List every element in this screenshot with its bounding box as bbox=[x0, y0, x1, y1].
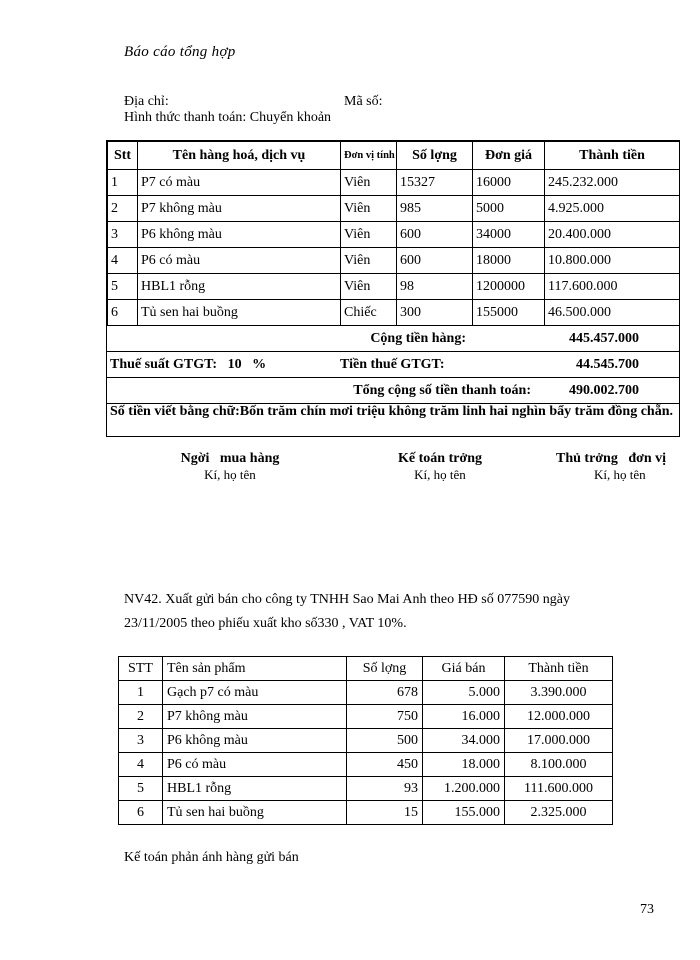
signature-note: Kí, họ tên bbox=[414, 467, 466, 482]
row-name: P6 không màu bbox=[163, 729, 347, 753]
signature-director bbox=[556, 451, 696, 483]
row-stt: 3 bbox=[108, 222, 138, 248]
subtotal-label: Cộng tiền hàng: bbox=[370, 330, 466, 346]
row-amount: 20.400.000 bbox=[545, 222, 680, 248]
signature-role: Thủ trởng đơn vị bbox=[556, 451, 667, 466]
signature-role: Kế toán trởng bbox=[398, 451, 482, 466]
row-stt: 6 bbox=[119, 801, 163, 825]
total-label: Tổng cộng số tiền thanh toán: bbox=[353, 382, 531, 398]
signature-chief-accountant bbox=[370, 451, 510, 483]
row-price: 1200000 bbox=[473, 274, 545, 300]
nv42-line1: NV42. Xuất gửi bán cho công ty TNHH Sao Mai Anh theo HĐ số 077590 ngày bbox=[124, 592, 570, 607]
product-row bbox=[119, 777, 613, 801]
row-amount: 4.925.000 bbox=[545, 196, 680, 222]
row-name: P6 có màu bbox=[138, 248, 341, 274]
col-qty: Số lợng bbox=[347, 657, 423, 681]
vat-rate: Thuế suất GTGT: 10 % bbox=[110, 356, 267, 372]
invoice-row bbox=[108, 274, 680, 300]
row-qty: 600 bbox=[397, 222, 473, 248]
product-row bbox=[119, 729, 613, 753]
row-qty: 15 bbox=[347, 801, 423, 825]
row-price: 1.200.000 bbox=[423, 777, 505, 801]
row-price: 5000 bbox=[473, 196, 545, 222]
row-amount: 8.100.000 bbox=[505, 753, 613, 777]
product-row bbox=[119, 681, 613, 705]
col-sale-price: Giá bán bbox=[423, 657, 505, 681]
col-name: Tên hàng hoá, dịch vụ bbox=[138, 142, 341, 170]
row-qty: 985 bbox=[397, 196, 473, 222]
row-price: 34.000 bbox=[423, 729, 505, 753]
tax-code-label: Mã số: bbox=[344, 94, 383, 109]
col-stt: STT bbox=[119, 657, 163, 681]
row-amount: 111.600.000 bbox=[505, 777, 613, 801]
row-qty: 300 bbox=[397, 300, 473, 326]
row-stt: 2 bbox=[108, 196, 138, 222]
row-stt: 6 bbox=[108, 300, 138, 326]
vat-amount-value: 44.545.700 bbox=[576, 356, 639, 372]
total-row bbox=[107, 378, 679, 404]
invoice-row bbox=[108, 196, 680, 222]
product-row bbox=[119, 753, 613, 777]
invoice-table bbox=[106, 140, 680, 437]
row-price: 16000 bbox=[473, 170, 545, 196]
row-stt: 1 bbox=[108, 170, 138, 196]
row-unit: Viên bbox=[341, 170, 397, 196]
footer-note: Kế toán phản ánh hàng gửi bán bbox=[124, 850, 299, 865]
page-number: 73 bbox=[640, 902, 654, 917]
vat-amount-label: Tiền thuế GTGT: bbox=[340, 356, 445, 372]
row-stt: 4 bbox=[119, 753, 163, 777]
address-label: Địa chỉ: bbox=[124, 94, 169, 109]
row-amount: 245.232.000 bbox=[545, 170, 680, 196]
row-price: 18.000 bbox=[423, 753, 505, 777]
invoice-row bbox=[108, 170, 680, 196]
col-product-name: Tên sản phẩm bbox=[163, 657, 347, 681]
row-price: 16.000 bbox=[423, 705, 505, 729]
row-qty: 678 bbox=[347, 681, 423, 705]
row-amount: 10.800.000 bbox=[545, 248, 680, 274]
col-amount: Thành tiền bbox=[545, 142, 680, 170]
total-value: 490.002.700 bbox=[569, 382, 639, 398]
row-price: 5.000 bbox=[423, 681, 505, 705]
invoice-row bbox=[108, 300, 680, 326]
signature-role: Ngời mua hàng bbox=[180, 451, 280, 466]
signature-note: Kí, họ tên bbox=[594, 467, 646, 482]
row-qty: 15327 bbox=[397, 170, 473, 196]
row-name: HBL1 rỗng bbox=[138, 274, 341, 300]
row-unit: Chiếc bbox=[341, 300, 397, 326]
row-amount: 17.000.000 bbox=[505, 729, 613, 753]
invoice-header-row bbox=[108, 142, 680, 170]
vat-row bbox=[107, 352, 679, 378]
row-unit: Viên bbox=[341, 248, 397, 274]
invoice-row bbox=[108, 248, 680, 274]
row-qty: 98 bbox=[397, 274, 473, 300]
row-qty: 93 bbox=[347, 777, 423, 801]
row-stt: 5 bbox=[119, 777, 163, 801]
row-unit: Viên bbox=[341, 274, 397, 300]
row-stt: 4 bbox=[108, 248, 138, 274]
row-stt: 5 bbox=[108, 274, 138, 300]
row-price: 18000 bbox=[473, 248, 545, 274]
invoice-row bbox=[108, 222, 680, 248]
row-amount: 117.600.000 bbox=[545, 274, 680, 300]
col-stt: Stt bbox=[108, 142, 138, 170]
row-stt: 2 bbox=[119, 705, 163, 729]
product-row bbox=[119, 801, 613, 825]
row-name: P7 không màu bbox=[138, 196, 341, 222]
row-name: P7 không màu bbox=[163, 705, 347, 729]
col-qty: Số lợng bbox=[397, 142, 473, 170]
amount-in-words: Số tiền viết bằng chữ:Bốn trăm chín mơi triệu không trăm linh hai nghìn bẩy trăm đồng chẵn. bbox=[110, 404, 674, 419]
row-name: Gạch p7 có màu bbox=[163, 681, 347, 705]
product-header-row bbox=[119, 657, 613, 681]
row-price: 155.000 bbox=[423, 801, 505, 825]
row-price: 155000 bbox=[473, 300, 545, 326]
row-stt: 3 bbox=[119, 729, 163, 753]
row-qty: 450 bbox=[347, 753, 423, 777]
row-name: P6 có màu bbox=[163, 753, 347, 777]
product-table bbox=[118, 656, 612, 825]
payment-method: Hình thức thanh toán: Chuyển khoản bbox=[124, 110, 332, 125]
nv42-line2: 23/11/2005 theo phiếu xuất kho số330 , VAT 10%. bbox=[124, 616, 407, 631]
report-title: Báo cáo tổng hợp bbox=[124, 44, 236, 60]
row-price: 34000 bbox=[473, 222, 545, 248]
product-row bbox=[119, 705, 613, 729]
signature-note: Kí, họ tên bbox=[204, 467, 256, 482]
row-amount: 46.500.000 bbox=[545, 300, 680, 326]
row-stt: 1 bbox=[119, 681, 163, 705]
signature-buyer bbox=[160, 451, 300, 483]
col-unit: Đơn vị tính bbox=[341, 142, 397, 170]
row-qty: 500 bbox=[347, 729, 423, 753]
subtotal-value: 445.457.000 bbox=[569, 330, 639, 346]
row-amount: 2.325.000 bbox=[505, 801, 613, 825]
row-qty: 600 bbox=[397, 248, 473, 274]
col-amount: Thành tiền bbox=[505, 657, 613, 681]
row-amount: 3.390.000 bbox=[505, 681, 613, 705]
row-unit: Viên bbox=[341, 222, 397, 248]
row-name: HBL1 rỗng bbox=[163, 777, 347, 801]
row-unit: Viên bbox=[341, 196, 397, 222]
row-name: P6 không màu bbox=[138, 222, 341, 248]
subtotal-row bbox=[107, 326, 679, 352]
row-name: P7 có màu bbox=[138, 170, 341, 196]
row-name: Tủ sen hai buồng bbox=[138, 300, 341, 326]
col-price: Đơn giá bbox=[473, 142, 545, 170]
row-amount: 12.000.000 bbox=[505, 705, 613, 729]
row-qty: 750 bbox=[347, 705, 423, 729]
row-name: Tủ sen hai buồng bbox=[163, 801, 347, 825]
